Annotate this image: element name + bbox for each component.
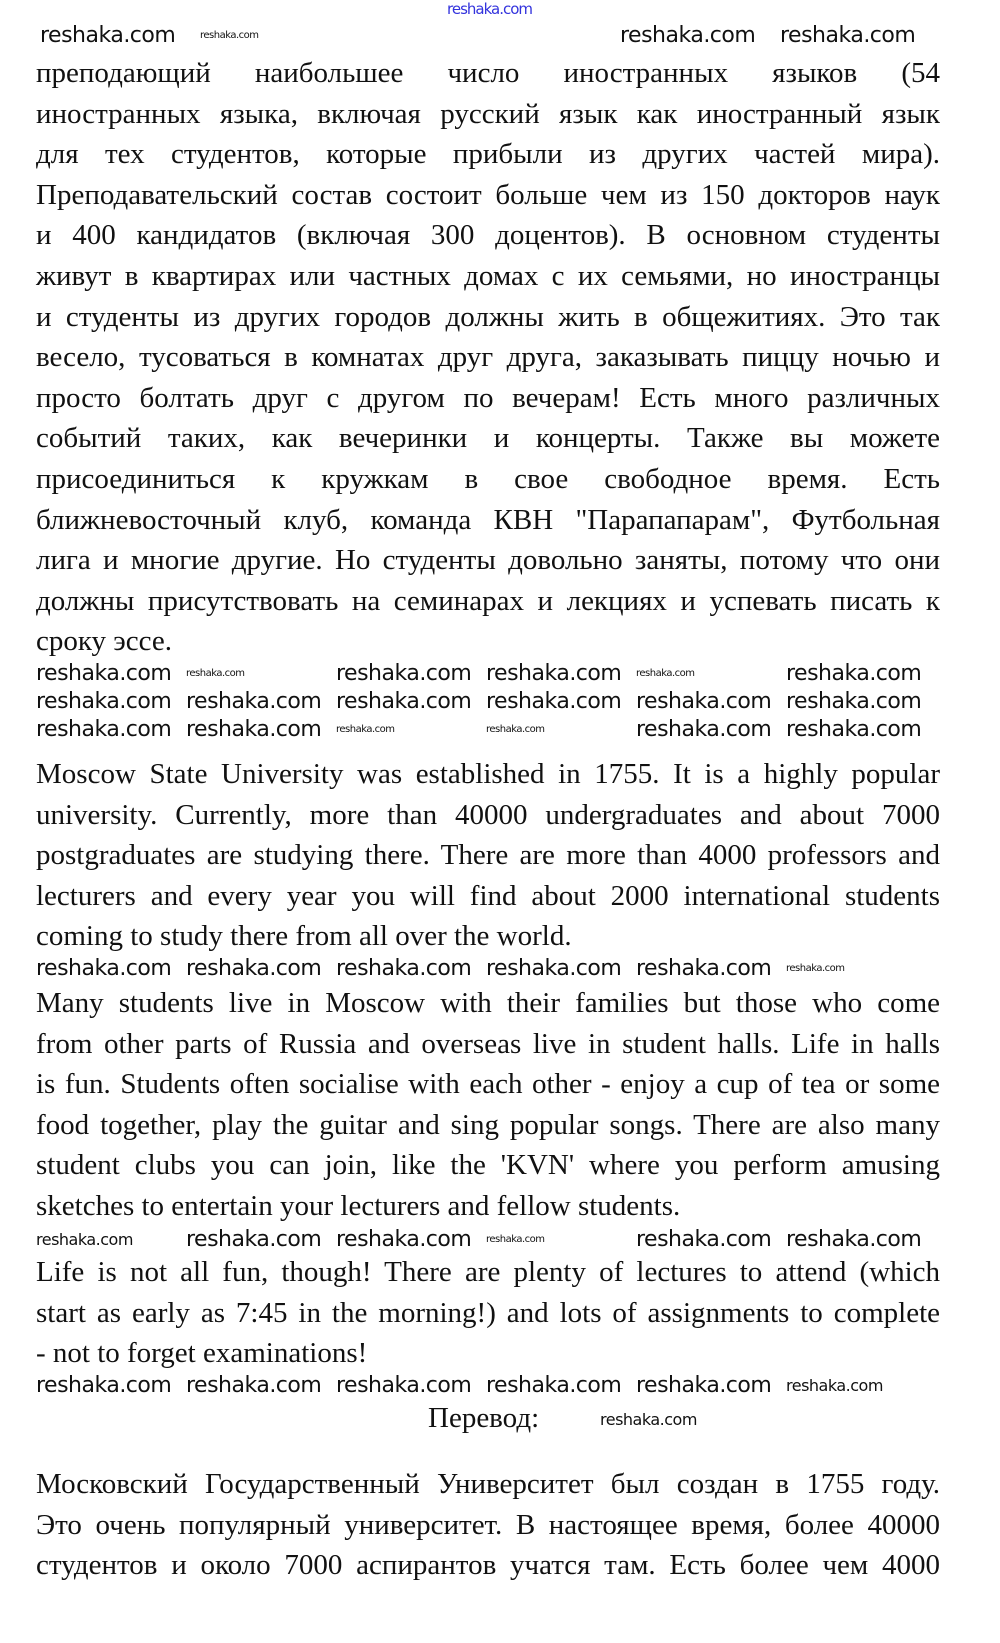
watermark: reshaka.com	[786, 1376, 883, 1395]
text-line: весело, тусоваться в комнатах друг друга, заказывать пиццу ночью и	[36, 341, 940, 374]
watermark: reshaka.com	[636, 668, 695, 679]
text-line: ближневосточный клуб, команда КВН "Парапапарам", Футбольная	[36, 503, 940, 536]
watermark: reshaka.com	[620, 23, 756, 48]
watermark: reshaka.com	[36, 956, 172, 981]
watermark: reshaka.com	[336, 724, 395, 735]
watermark: reshaka.com	[786, 717, 922, 742]
watermark: reshaka.com	[636, 1227, 772, 1252]
watermark: reshaka.com	[186, 668, 245, 679]
text-line: Moscow State University was established in 1755. It is a highly popular	[36, 758, 940, 790]
text-line: иностранных языка, включая русский язык как иностранный язык	[36, 97, 940, 130]
watermark: reshaka.com	[186, 956, 322, 981]
translation-heading: Перевод:	[428, 1402, 540, 1434]
text-line: лига и многие другие. Но студенты довольно заняты, потому что они	[36, 544, 940, 577]
watermark: reshaka.com	[486, 661, 622, 686]
text-line: сроку эссе.	[36, 625, 172, 658]
text-line: lecturers and every year you will find about 2000 international students	[36, 879, 940, 912]
watermark: reshaka.com	[186, 1373, 322, 1398]
watermark: reshaka.com	[200, 30, 259, 41]
watermark: reshaka.com	[36, 1230, 133, 1249]
text-line: food together, play the guitar and sing popular songs. There are also many	[36, 1108, 940, 1141]
text-line: from other parts of Russia and overseas live in student halls. Life in halls	[36, 1027, 940, 1060]
watermark: reshaka.com	[336, 661, 472, 686]
watermark: reshaka.com	[786, 963, 845, 974]
watermark: reshaka.com	[336, 1373, 472, 1398]
watermark: reshaka.com	[186, 1227, 322, 1252]
text-line: преподающий наибольшее число иностранных языков (54	[36, 57, 940, 89]
watermark: reshaka.com	[636, 1373, 772, 1398]
text-line: для тех студентов, которые прибыли из других частей мира).	[36, 138, 940, 171]
text-line: - not to forget examinations!	[36, 1337, 368, 1370]
text-line: Это очень популярный университет. В настоящее время, более 40000	[36, 1508, 940, 1541]
watermark: reshaka.com	[40, 23, 176, 48]
watermark: reshaka.com	[486, 724, 545, 735]
text-line: студентов и около 7000 аспирантов учатся там. Есть более чем 4000	[36, 1549, 940, 1582]
watermark: reshaka.com	[636, 717, 772, 742]
watermark: reshaka.com	[636, 956, 772, 981]
watermark: reshaka.com	[36, 717, 172, 742]
watermark: reshaka.com	[486, 1234, 545, 1245]
text-line: Many students live in Moscow with their families but those who come	[36, 987, 940, 1019]
watermark: reshaka.com	[486, 1373, 622, 1398]
text-line: student clubs you can join, like the 'KVN' where you perform amusing	[36, 1149, 940, 1182]
watermark: reshaka.com	[786, 661, 922, 686]
text-line: и студенты из других городов должны жить в общежитиях. Это так	[36, 300, 940, 333]
text-line: событий таких, как вечеринки и концерты. Также вы можете	[36, 422, 940, 455]
watermark: reshaka.com	[786, 689, 922, 714]
watermark: reshaka.com	[36, 661, 172, 686]
text-line: и 400 кандидатов (включая 300 доцентов). В основном студенты	[36, 219, 940, 252]
watermark: reshaka.com	[636, 689, 772, 714]
text-line: coming to study there from all over the world.	[36, 920, 572, 953]
text-line: sketches to entertain your lecturers and fellow students.	[36, 1190, 681, 1222]
text-line: просто болтать друг с другом по вечерам! Есть много различных	[36, 381, 940, 414]
watermark: reshaka.com	[780, 23, 916, 48]
text-line: Life is not all fun, though! There are plenty of lectures to attend (which	[36, 1256, 940, 1288]
text-line: start as early as 7:45 in the morning!) and lots of assignments to complete	[36, 1296, 940, 1329]
watermark: reshaka.com	[186, 689, 322, 714]
text-line: живут в квартирах или частных домах с их семьями, но иностранцы	[36, 260, 940, 292]
watermark: reshaka.com	[36, 1373, 172, 1398]
watermark: reshaka.com	[600, 1410, 697, 1429]
watermark: reshaka.com	[336, 956, 472, 981]
text-line: is fun. Students often socialise with each other - enjoy a cup of tea or some	[36, 1068, 940, 1101]
text-line: должны присутствовать на семинарах и лекциях и успевать писать к	[36, 584, 940, 617]
watermark: reshaka.com	[36, 689, 172, 714]
watermark: reshaka.com	[786, 1227, 922, 1252]
text-line: university. Currently, more than 40000 undergraduates and about 7000	[36, 798, 940, 831]
text-line: присоединиться к кружкам в свое свободное время. Есть	[36, 463, 940, 495]
watermark: reshaka.com	[486, 956, 622, 981]
watermark: reshaka.com	[336, 1227, 472, 1252]
text-line: postgraduates are studying there. There are more than 4000 professors and	[36, 839, 940, 872]
watermark: reshaka.com	[486, 689, 622, 714]
text-line: Московский Государственный Университет был создан в 1755 году.	[36, 1468, 940, 1500]
watermark: reshaka.com	[186, 717, 322, 742]
watermark: reshaka.com	[336, 689, 472, 714]
site-header-link[interactable]: reshaka.com	[447, 0, 532, 18]
text-line: Преподавательский состав состоит больше чем из 150 докторов наук	[36, 178, 940, 211]
